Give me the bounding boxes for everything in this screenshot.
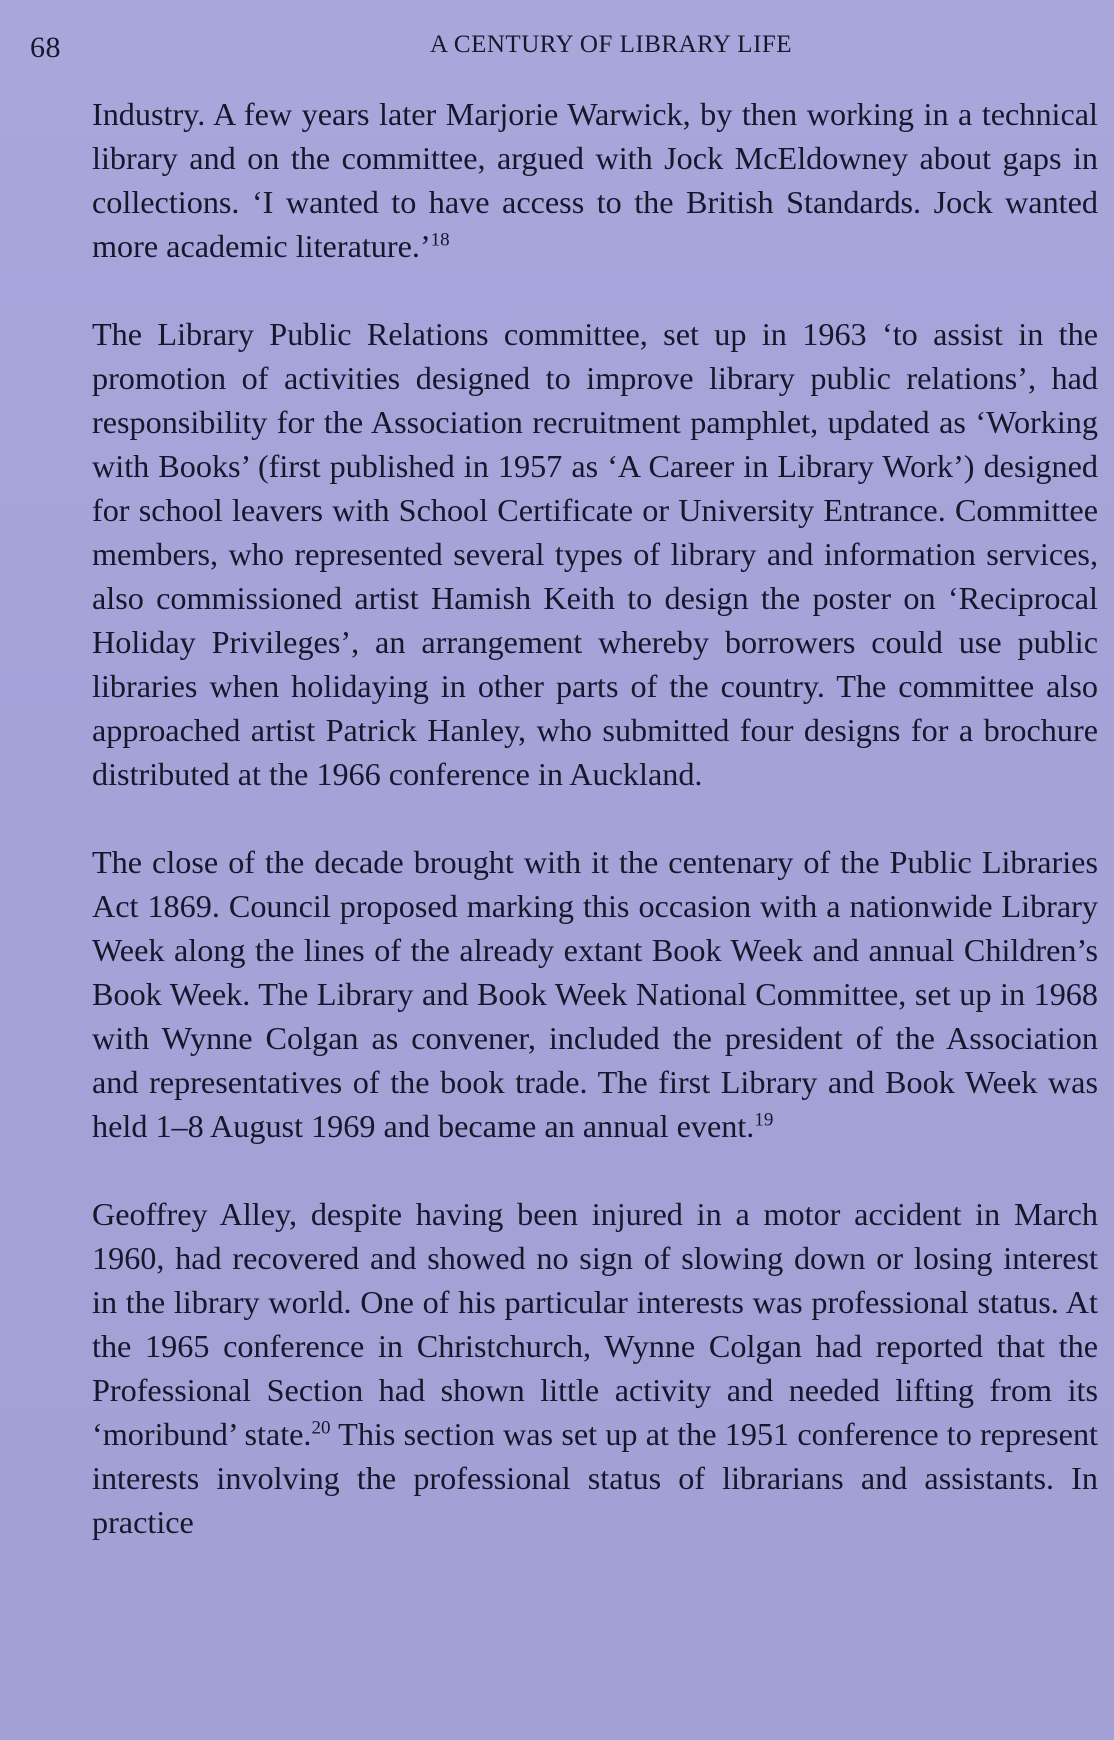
footnote-ref: 18 bbox=[430, 229, 450, 251]
paragraph bbox=[92, 92, 1098, 268]
footnote-ref: 20 bbox=[311, 1417, 331, 1439]
paragraph bbox=[92, 312, 1098, 796]
paragraph-continuation: This section was set up at the 1951 conference to represent interests involving the professional status of librarians and assistants. In practice bbox=[92, 1416, 1099, 1540]
body-text bbox=[92, 92, 1098, 1544]
paragraph bbox=[92, 840, 1098, 1148]
paragraph bbox=[92, 1192, 1098, 1544]
paragraph-text: Industry. A few years later Marjorie Warwick, by then working in a technical library and on the committee, argued with Jock McEldowney about gaps in collections. ‘I wanted to have access to the British Standards. Jock wanted more academic literature.’ bbox=[92, 96, 1098, 264]
paragraph-text: The close of the decade brought with it the centenary of the Public Libraries Act 1869. Council proposed marking this occasion with a nationwide Library Week along the lines of the already extant Book Week and annual Children’s Book Week. The Library and Book Week National Committee, set up in 1968 with Wynne Colgan as convener, included the president of the Association and representatives of the book trade. The first Library and Book Week was held 1–8 August 1969 and became an annual event. bbox=[92, 844, 1098, 1144]
paragraph-text: Geoffrey Alley, despite having been injured in a motor accident in March 1960, had recovered and showed no sign of slowing down or losing interest in the library world. One of his particular interests was professional status. At the 1965 conference in Christchurch, Wynne Colgan had reported that the Professional Section had shown little activity and needed lifting from its ‘moribund’ state. bbox=[92, 1196, 1098, 1452]
paragraph-text: The Library Public Relations committee, set up in 1963 ‘to assist in the promotion of activities designed to improve library public relations’, had responsibility for the Association recruitment pamphlet, updated as ‘Working with Books’ (first published in 1957 as ‘A Career in Library Work’) designed for school leavers with School Certificate or University Entrance. Committee members, who represented several types of library and information services, also commissioned artist Hamish Keith to design the poster on ‘Reciprocal Holiday Privileges’, an arrangement whereby borrowers could use public libraries when holidaying in other parts of the country. The committee also approached artist Patrick Hanley, who submitted four designs for a brochure distributed at the 1966 conference in Auckland. bbox=[92, 316, 1098, 792]
footnote-ref: 19 bbox=[754, 1109, 774, 1131]
running-head: A CENTURY OF LIBRARY LIFE bbox=[430, 31, 793, 58]
page-number: 68 bbox=[30, 31, 61, 64]
